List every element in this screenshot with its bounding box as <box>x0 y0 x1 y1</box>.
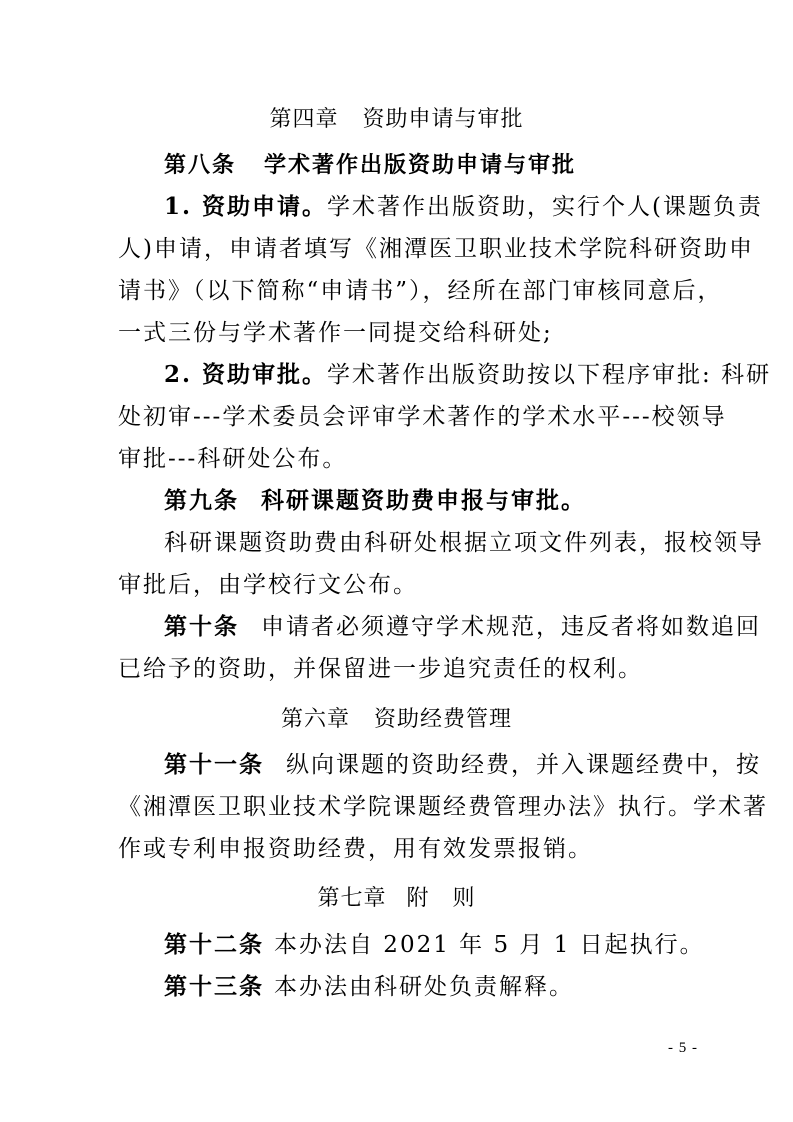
article-number: 第十一条 <box>164 751 264 778</box>
article-number: 第九条 <box>164 487 239 514</box>
item-1-text-3: 请书》（以下简称“申请书”），经所在部门审核同意后， <box>118 278 723 304</box>
article-11-text-2: 《湘潭医卫职业技术学院课题经费管理办法》执行。学术著 <box>118 794 768 820</box>
item-1-line-1 <box>164 192 763 222</box>
page-number: - 5 - <box>668 1040 698 1056</box>
article-13-text: 本办法由科研处负责解释。 <box>274 974 574 1000</box>
item-1-text-1: 学术著作出版资助，实行个人(课题负责 <box>327 194 764 220</box>
item-2-label: 2. 资助审批。 <box>164 361 328 388</box>
article-8-heading <box>164 150 576 180</box>
article-title: 学术著作出版资助申请与审批 <box>264 152 577 178</box>
article-9-text-2: 审批后，由学校行文公布。 <box>118 572 418 598</box>
item-1-line-2 <box>118 234 754 264</box>
article-11-line-1 <box>164 750 761 780</box>
chapter-title: 附 则 <box>406 886 476 911</box>
article-10-text-1: 申请者必须遵守学术规范，违反者将如数追回 <box>261 614 761 640</box>
article-10-line-1 <box>164 612 761 642</box>
article-number: 第十二条 <box>164 931 264 958</box>
chapter-number: 第六章 <box>280 707 350 732</box>
article-9-line-1 <box>164 528 764 558</box>
article-9-heading <box>164 486 586 516</box>
chapter-number: 第四章 <box>269 107 339 132</box>
item-1-label: 1. 资助申请。 <box>164 193 328 220</box>
chapter-title: 资助经费管理 <box>374 707 513 732</box>
article-12-text: 本办法自 2021 年 5 月 1 日起执行。 <box>274 932 705 958</box>
article-9-line-2 <box>118 570 418 600</box>
article-9-text-1: 科研课题资助费由科研处根据立项文件列表，报校领导 <box>164 530 764 556</box>
article-12-line <box>164 930 705 960</box>
item-2-line-1 <box>164 360 771 390</box>
article-11-line-2 <box>118 792 768 822</box>
article-11-text-1: 纵向课题的资助经费，并入课题经费中，按 <box>286 752 761 778</box>
item-1-text-4: 一式三份与学术著作一同提交给科研处; <box>118 320 553 346</box>
article-10-line-2 <box>118 654 643 684</box>
chapter-number: 第七章 <box>317 886 387 911</box>
item-1-line-3 <box>118 276 723 306</box>
article-11-text-3: 作或专利申报资助经费，用有效发票报销。 <box>118 836 593 862</box>
article-number: 第十三条 <box>164 973 264 1000</box>
article-11-line-3 <box>118 834 593 864</box>
item-2-line-3 <box>118 444 347 474</box>
article-number: 第八条 <box>164 152 237 178</box>
item-2-text-2: 处初审---学术委员会评审学术著作的学术水平---校领导 <box>118 404 727 430</box>
item-2-text-3: 审批---科研处公布。 <box>118 446 348 472</box>
article-13-line <box>164 972 574 1002</box>
item-1-line-4 <box>118 318 553 348</box>
article-10-text-2: 已给予的资助，并保留进一步追究责任的权利。 <box>118 656 643 682</box>
item-2-text-1: 学术著作出版资助按以下程序审批: 科研 <box>327 362 772 388</box>
chapter-title: 资助申请与审批 <box>362 107 524 132</box>
chapter-4-heading <box>0 105 793 135</box>
item-1-text-2: 人)申请，申请者填写《湘潭医卫职业技术学院科研资助申 <box>118 236 754 262</box>
article-number: 第十条 <box>164 613 239 640</box>
chapter-6-heading <box>0 705 793 735</box>
article-title: 科研课题资助费申报与审批。 <box>261 487 586 514</box>
chapter-7-heading <box>0 884 793 914</box>
item-2-line-2 <box>118 402 727 432</box>
